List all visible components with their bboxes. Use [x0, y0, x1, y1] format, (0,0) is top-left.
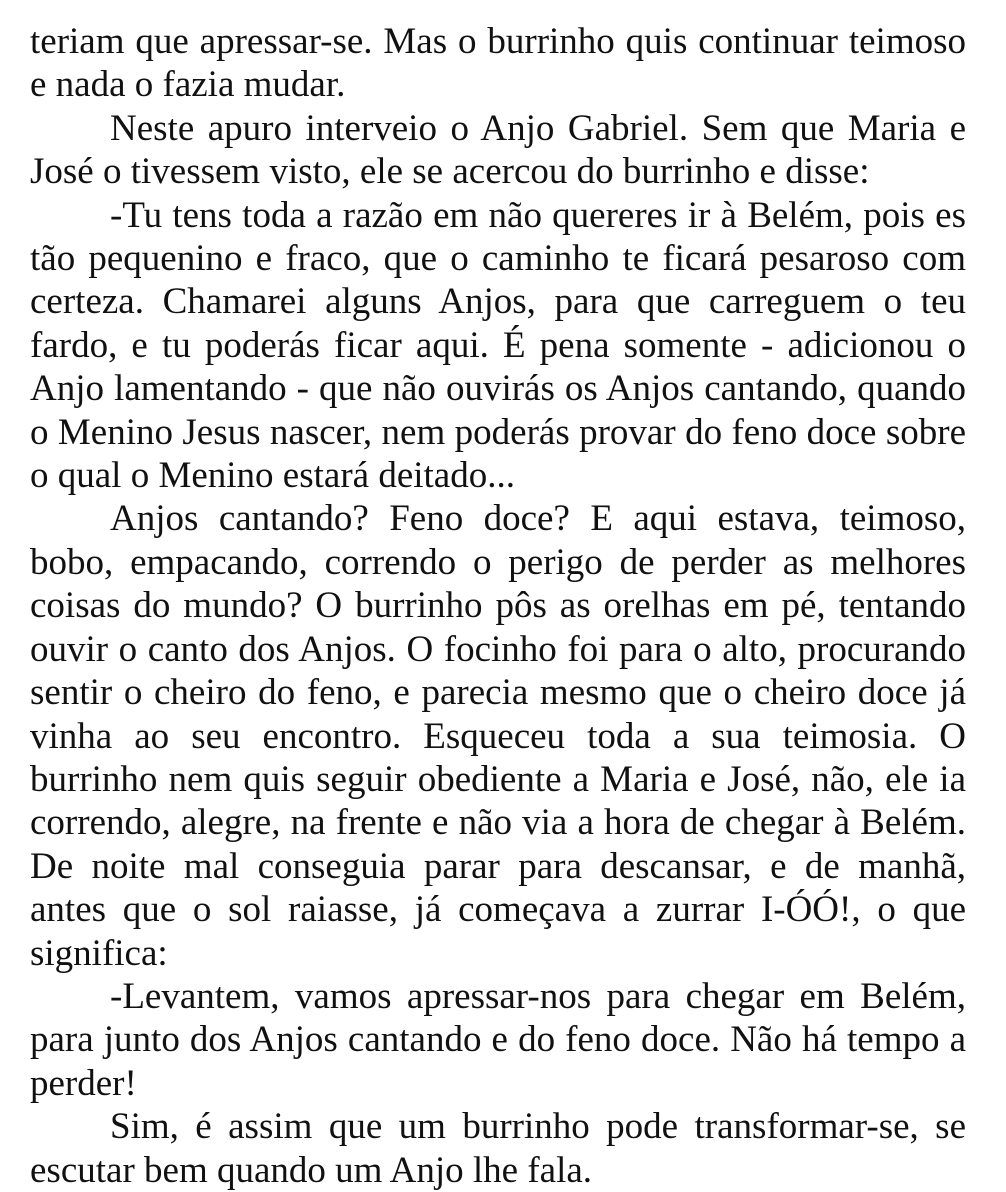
paragraph-4: Anjos cantando? Feno doce? E aqui estava, teimoso, bobo, empacando, correndo o perigo de perder as melhores coisas do mundo? O burrinho pôs as orelhas em pé, tentando ouvir o canto dos Anjos. O focinho foi para o alto, procurando sentir o cheiro do feno, e parecia mesmo que o cheiro doce já vinha ao seu encontro. Esqueceu toda a sua teimosia. O burrinho nem quis seguir obediente a Maria e José, não, ele ia correndo, alegre, na frente e não via a hora de chegar à Belém. De noite mal conseguia parar para descansar, e de manhã, antes que o sol raiasse, já começava a zurrar I-ÓÓ!, o que significa: — [30, 498, 966, 974]
document-page — [30, 20, 966, 1192]
paragraph-2: Neste apuro interveio o Anjo Gabriel. Sem que Maria e José o tivessem visto, ele se acercou do burrinho e disse: — [30, 107, 966, 193]
paragraph-3: -Tu tens toda a razão em não quereres ir à Belém, pois es tão pequenino e fraco, que o caminho te ficará pesaroso com certeza. Chamarei alguns Anjos, para que carreguem o teu fardo, e tu poderás ficar aqui. É pena somente - adicionou o Anjo lamentando - que não ouvirás os Anjos cantando, quando o Menino Jesus nascer, nem poderás provar do feno doce sobre o qual o Menino estará deitado... — [30, 194, 966, 497]
paragraph-6: Sim, é assim que um burrinho pode transformar-se, se escutar bem quando um Anjo lhe fala. — [30, 1106, 966, 1191]
paragraph-5: -Levantem, vamos apressar-nos para chegar em Belém, para junto dos Anjos cantando e do feno doce. Não há tempo a perder! — [30, 975, 966, 1104]
paragraph-1: teriam que apressar-se. Mas o burrinho quis continuar teimoso e nada o fazia mudar. — [30, 21, 966, 106]
